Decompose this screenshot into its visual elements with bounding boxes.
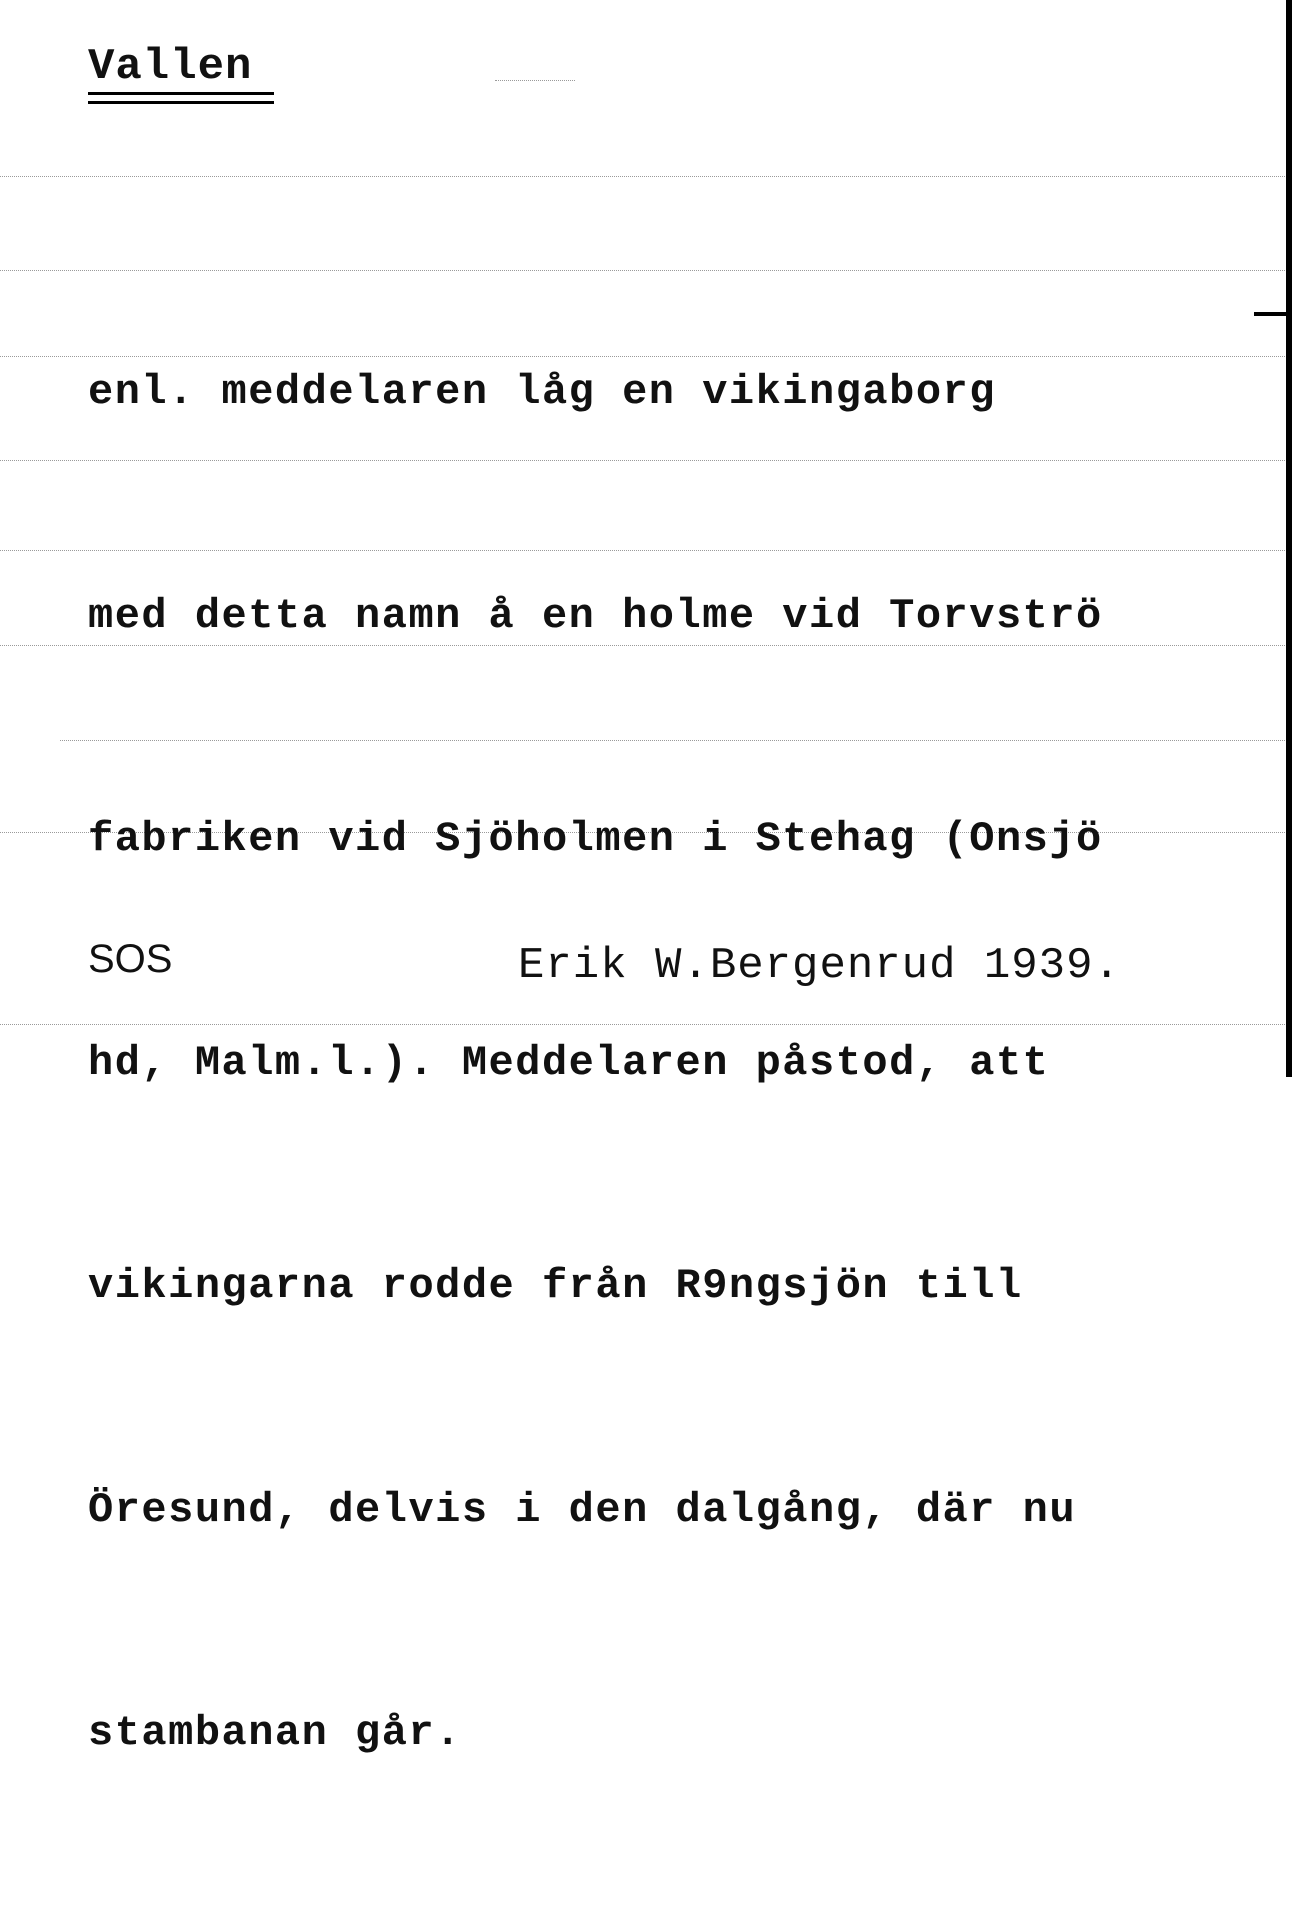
title-underline [88,101,274,104]
body-line: med detta namn å en holme vid Torvströ [88,591,1103,640]
body-line: fabriken vid Sjöholmen i Stehag (Onsjö [88,815,1103,863]
body-line: vikingarna rodde från R9ngsjön till [88,1262,1023,1310]
card-title: Vallen [88,42,253,92]
ruled-line [0,176,1285,177]
body-line: hd, Malm.l.). Meddelaren påstod, att [88,1038,1050,1087]
collector-signature: Erik W.Bergenrud 1939. [518,941,1121,991]
card-edge [1286,0,1292,1077]
ruled-line [495,80,575,81]
card-body [88,206,1268,1920]
body-line: enl. meddelaren låg en vikingaborg [88,368,996,416]
body-line: stambanan går. [88,1709,462,1757]
title-underline [88,92,274,95]
archive-code: SOS [88,937,173,981]
line-break-hyphen [1254,312,1288,316]
body-line: Öresund, delvis i den dalgång, där nu [88,1485,1077,1534]
